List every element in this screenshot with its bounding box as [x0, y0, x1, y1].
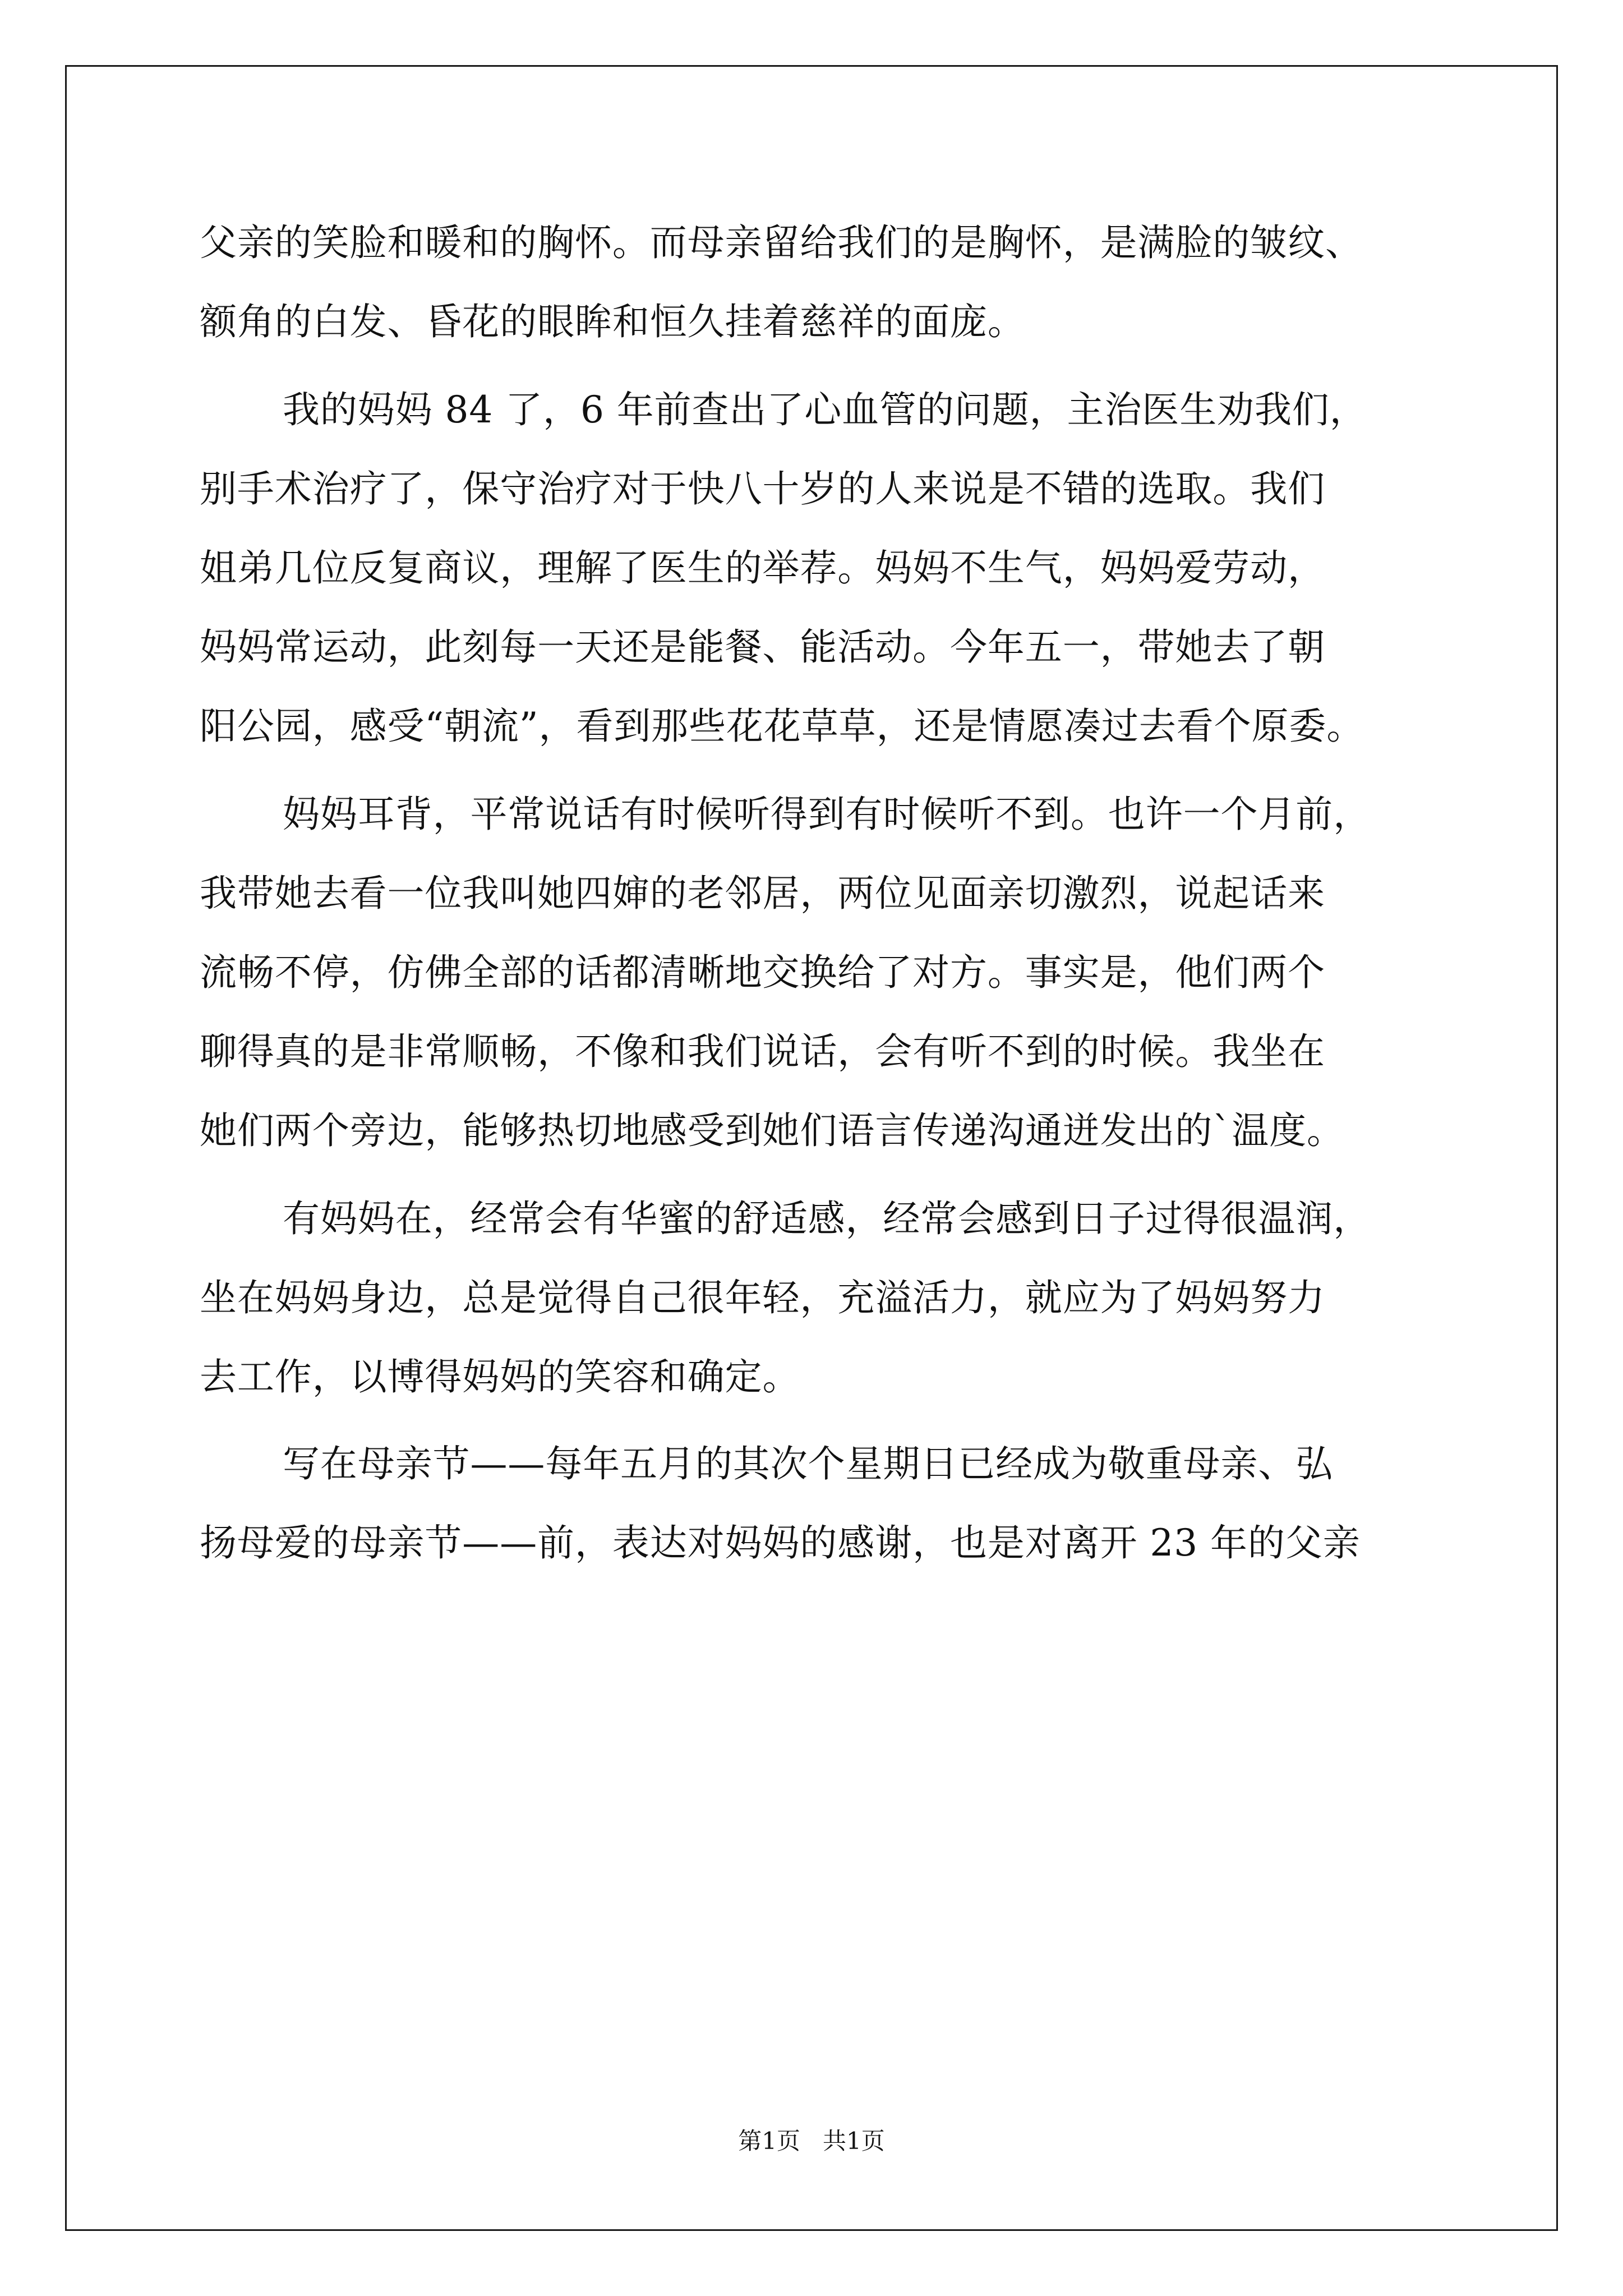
text-line-6: 妈妈常运动，此刻每一天还是能餐、能活动。今年五一，带她去了朝	[200, 625, 1325, 669]
text-line-15: 去工作，以博得妈妈的笑容和确定。	[200, 1355, 800, 1398]
text-line-11: 聊得真的是非常顺畅，不像和我们说话，会有听不到的时候。我坐在	[200, 1030, 1325, 1073]
text-line-7: 阳公园，感受“朝流”，看到那些花花草草，还是情愿凑过去看个原委。	[200, 705, 1364, 748]
paragraph-start-line: 妈妈耳背，平常说话有时候听得到有时候听不到。也许一个月前，	[283, 793, 1371, 836]
text-line-17: 扬母爱的母亲节——前，表达对妈妈的感谢，也是对离开 23 年的父亲	[200, 1521, 1361, 1565]
text-line-2: 额角的白发、昏花的眼眸和恒久挂着慈祥的面庞。	[200, 300, 1025, 343]
text-line-4: 别手术治疗了，保守治疗对于快八十岁的人来说是不错的选取。我们	[200, 467, 1325, 510]
text-line-10: 流畅不停，仿佛全部的话都清晰地交换给了对方。事实是，他们两个	[200, 951, 1325, 994]
paragraph-start-line: 写在母亲节——每年五月的其次个星期日已经成为敬重母亲、弘	[283, 1442, 1334, 1485]
paragraph-start-line: 我的妈妈 84 了，6 年前查出了心血管的问题，主治医生劝我们，	[283, 388, 1367, 431]
page-number-footer: 第1页 共1页	[738, 2127, 885, 2155]
paragraph-start-line: 有妈妈在，经常会有华蜜的舒适感，经常会感到日子过得很温润，	[283, 1197, 1371, 1240]
text-line-5: 姐弟几位反复商议，理解了医生的举荐。妈妈不生气，妈妈爱劳动，	[200, 546, 1325, 590]
text-line-14: 坐在妈妈身边，总是觉得自己很年轻，充溢活力，就应为了妈妈努力	[200, 1276, 1325, 1319]
text-line-1: 父亲的笑脸和暖和的胸怀。而母亲留给我们的是胸怀，是满脸的皱纹、	[200, 221, 1363, 264]
text-line-12: 她们两个旁边，能够热切地感受到她们语言传递沟通迸发出的`温度。	[200, 1109, 1344, 1152]
text-line-9: 我带她去看一位我叫她四婶的老邻居，两位见面亲切激烈，说起话来	[200, 872, 1325, 915]
